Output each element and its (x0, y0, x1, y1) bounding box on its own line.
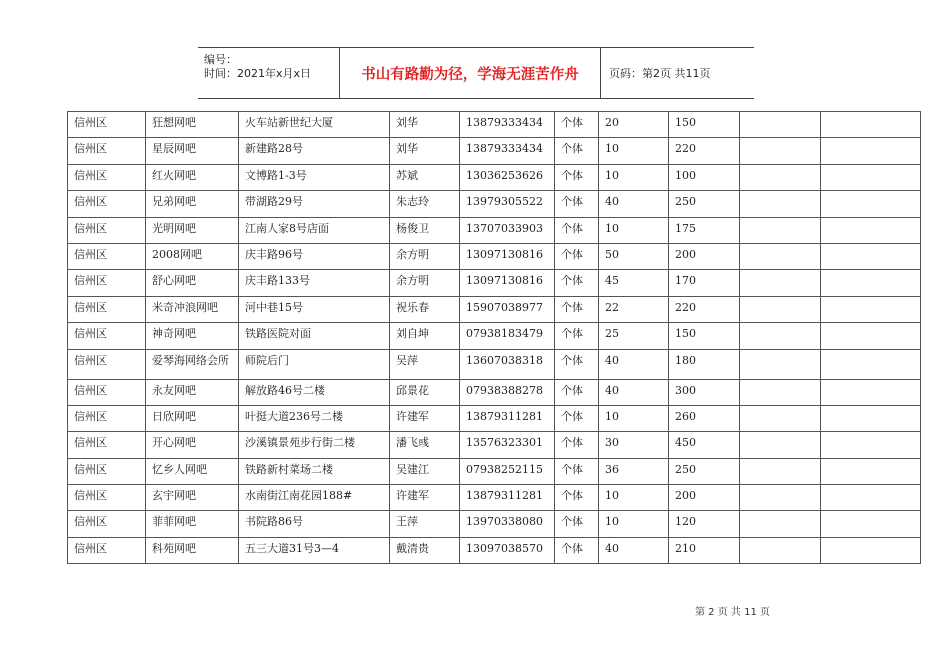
table-row (68, 296, 921, 322)
cell-address: 火车站新世纪大厦 (239, 112, 390, 138)
table-row (68, 379, 921, 405)
cell-district: 信州区 (68, 349, 146, 379)
cell-blank-2 (821, 270, 921, 296)
number-label: 编号： (204, 53, 237, 66)
cell-owner: 祝乐春 (390, 296, 460, 322)
cell-ownership-type: 个体 (555, 112, 599, 138)
cell-phone: 13607038318 (460, 349, 555, 379)
cell-ownership-type: 个体 (555, 458, 599, 484)
cell-ownership-type: 个体 (555, 349, 599, 379)
cell-blank-1 (740, 432, 821, 458)
cell-blank-2 (821, 191, 921, 217)
cell-phone: 13970338080 (460, 511, 555, 537)
cell-blank-2 (821, 537, 921, 563)
cell-blank-1 (740, 138, 821, 164)
cell-address: 庆丰路96号 (239, 243, 390, 269)
cell-phone: 07938183479 (460, 323, 555, 349)
cell-cafe-name: 忆乡人网吧 (146, 458, 239, 484)
cell-owner: 潘飞彧 (390, 432, 460, 458)
cell-blank-1 (740, 164, 821, 190)
cell-blank-2 (821, 458, 921, 484)
cell-blank-1 (740, 296, 821, 322)
cell-blank-2 (821, 164, 921, 190)
cell-blank-2 (821, 138, 921, 164)
cell-district: 信州区 (68, 270, 146, 296)
cell-owner: 戴清贵 (390, 537, 460, 563)
cell-blank-1 (740, 191, 821, 217)
cell-ownership-type: 个体 (555, 296, 599, 322)
cell-terminals: 10 (599, 217, 669, 243)
cell-area: 300 (669, 379, 740, 405)
cell-address: 新建路28号 (239, 138, 390, 164)
table-row (68, 511, 921, 537)
cell-blank-2 (821, 349, 921, 379)
cell-owner: 许建军 (390, 485, 460, 511)
cell-terminals: 45 (599, 270, 669, 296)
cell-blank-2 (821, 243, 921, 269)
cell-area: 150 (669, 323, 740, 349)
cell-ownership-type: 个体 (555, 537, 599, 563)
cell-ownership-type: 个体 (555, 485, 599, 511)
cell-ownership-type: 个体 (555, 217, 599, 243)
table-row (68, 349, 921, 379)
cell-area: 220 (669, 138, 740, 164)
header-meta (198, 48, 340, 98)
cell-terminals: 20 (599, 112, 669, 138)
cell-cafe-name: 神奇网吧 (146, 323, 239, 349)
cell-cafe-name: 兄弟网吧 (146, 191, 239, 217)
cell-address: 水南街江南花园188# (239, 485, 390, 511)
table-row (68, 270, 921, 296)
cell-owner: 杨俊卫 (390, 217, 460, 243)
cell-blank-1 (740, 349, 821, 379)
table-row (68, 112, 921, 138)
cell-address: 叶挺大道236号二楼 (239, 405, 390, 431)
cell-address: 庆丰路133号 (239, 270, 390, 296)
cell-blank-1 (740, 511, 821, 537)
cell-cafe-name: 舒心网吧 (146, 270, 239, 296)
cell-district: 信州区 (68, 243, 146, 269)
slogan: 书山有路勤为径，学海无涯苦作舟 (340, 48, 601, 98)
table-row (68, 432, 921, 458)
cell-area: 200 (669, 485, 740, 511)
cell-cafe-name: 红火网吧 (146, 164, 239, 190)
page-indicator: 页码：第2页 共11页 (609, 67, 711, 80)
cell-cafe-name: 2008网吧 (146, 243, 239, 269)
cell-terminals: 10 (599, 511, 669, 537)
cell-blank-2 (821, 485, 921, 511)
cell-owner: 余方明 (390, 270, 460, 296)
cell-blank-1 (740, 379, 821, 405)
cell-owner: 王萍 (390, 511, 460, 537)
cell-phone: 13879333434 (460, 138, 555, 164)
table-row (68, 537, 921, 563)
cell-phone: 13097038570 (460, 537, 555, 563)
cell-phone: 07938252115 (460, 458, 555, 484)
cell-ownership-type: 个体 (555, 379, 599, 405)
cell-owner: 刘自坤 (390, 323, 460, 349)
cell-district: 信州区 (68, 432, 146, 458)
cell-terminals: 10 (599, 485, 669, 511)
cell-cafe-name: 日欣网吧 (146, 405, 239, 431)
cell-owner: 吴建江 (390, 458, 460, 484)
cell-phone: 13979305522 (460, 191, 555, 217)
cell-terminals: 22 (599, 296, 669, 322)
cell-cafe-name: 爱琴海网络会所 (146, 349, 239, 379)
table-row (68, 323, 921, 349)
cell-owner: 苏斌 (390, 164, 460, 190)
cell-address: 江南人家8号店面 (239, 217, 390, 243)
cell-blank-2 (821, 217, 921, 243)
cell-area: 120 (669, 511, 740, 537)
cell-ownership-type: 个体 (555, 270, 599, 296)
cell-blank-1 (740, 323, 821, 349)
cell-terminals: 30 (599, 432, 669, 458)
cell-area: 450 (669, 432, 740, 458)
cell-phone: 13707033903 (460, 217, 555, 243)
cell-ownership-type: 个体 (555, 323, 599, 349)
cell-district: 信州区 (68, 405, 146, 431)
cell-blank-2 (821, 323, 921, 349)
cell-terminals: 25 (599, 323, 669, 349)
cell-area: 170 (669, 270, 740, 296)
cell-district: 信州区 (68, 217, 146, 243)
table-row (68, 164, 921, 190)
table-row (68, 191, 921, 217)
cell-blank-2 (821, 296, 921, 322)
cell-blank-1 (740, 537, 821, 563)
cell-phone: 13036253626 (460, 164, 555, 190)
cell-terminals: 10 (599, 164, 669, 190)
cell-owner: 吴萍 (390, 349, 460, 379)
cell-phone: 13097130816 (460, 243, 555, 269)
cell-cafe-name: 狂想网吧 (146, 112, 239, 138)
cell-address: 铁路新村菜场二楼 (239, 458, 390, 484)
cell-phone: 15907038977 (460, 296, 555, 322)
cell-district: 信州区 (68, 138, 146, 164)
cell-district: 信州区 (68, 191, 146, 217)
cell-blank-1 (740, 270, 821, 296)
cell-phone: 13097130816 (460, 270, 555, 296)
cell-terminals: 10 (599, 138, 669, 164)
cell-ownership-type: 个体 (555, 164, 599, 190)
cell-cafe-name: 开心网吧 (146, 432, 239, 458)
cell-district: 信州区 (68, 323, 146, 349)
cell-cafe-name: 米奇冲浪网吧 (146, 296, 239, 322)
internet-cafe-table (67, 111, 921, 564)
cell-area: 260 (669, 405, 740, 431)
cell-area: 210 (669, 537, 740, 563)
cell-blank-1 (740, 458, 821, 484)
cell-address: 文博路1-3号 (239, 164, 390, 190)
cell-blank-1 (740, 405, 821, 431)
cell-address: 带湖路29号 (239, 191, 390, 217)
cell-address: 书院路86号 (239, 511, 390, 537)
time-label: 时间：2021年x月x日 (204, 67, 312, 80)
cell-blank-2 (821, 112, 921, 138)
cell-owner: 朱志玲 (390, 191, 460, 217)
cell-terminals: 40 (599, 349, 669, 379)
cell-address: 师院后门 (239, 349, 390, 379)
cell-blank-2 (821, 405, 921, 431)
cell-blank-2 (821, 379, 921, 405)
cell-district: 信州区 (68, 458, 146, 484)
page-header (198, 47, 754, 99)
cell-blank-1 (740, 243, 821, 269)
table-row (68, 485, 921, 511)
cell-area: 250 (669, 458, 740, 484)
cell-district: 信州区 (68, 485, 146, 511)
cell-cafe-name: 玄宇网吧 (146, 485, 239, 511)
table-row (68, 138, 921, 164)
cell-district: 信州区 (68, 164, 146, 190)
cell-ownership-type: 个体 (555, 138, 599, 164)
cell-cafe-name: 菲菲网吧 (146, 511, 239, 537)
cell-blank-2 (821, 432, 921, 458)
table-row (68, 243, 921, 269)
cell-phone: 13879311281 (460, 405, 555, 431)
cell-area: 200 (669, 243, 740, 269)
cell-terminals: 50 (599, 243, 669, 269)
table-row (68, 458, 921, 484)
cell-blank-1 (740, 485, 821, 511)
cell-blank-1 (740, 217, 821, 243)
cell-blank-1 (740, 112, 821, 138)
cell-address: 解放路46号二楼 (239, 379, 390, 405)
cell-terminals: 10 (599, 405, 669, 431)
cell-cafe-name: 光明网吧 (146, 217, 239, 243)
cell-owner: 刘华 (390, 112, 460, 138)
cell-address: 铁路医院对面 (239, 323, 390, 349)
cell-cafe-name: 科苑网吧 (146, 537, 239, 563)
cell-district: 信州区 (68, 537, 146, 563)
cell-address: 五三大道31号3—4 (239, 537, 390, 563)
cell-area: 180 (669, 349, 740, 379)
cell-phone: 13576323301 (460, 432, 555, 458)
cell-district: 信州区 (68, 511, 146, 537)
table-row (68, 217, 921, 243)
cell-district: 信州区 (68, 379, 146, 405)
table-row (68, 405, 921, 431)
cell-area: 220 (669, 296, 740, 322)
page-footer: 第 2 页 共 11 页 (695, 607, 770, 618)
cell-ownership-type: 个体 (555, 511, 599, 537)
cell-address: 河中巷15号 (239, 296, 390, 322)
cell-owner: 邱景花 (390, 379, 460, 405)
cell-terminals: 36 (599, 458, 669, 484)
cell-blank-2 (821, 511, 921, 537)
cell-owner: 许建军 (390, 405, 460, 431)
cell-cafe-name: 星辰网吧 (146, 138, 239, 164)
cell-phone: 13879333434 (460, 112, 555, 138)
cell-ownership-type: 个体 (555, 243, 599, 269)
cell-ownership-type: 个体 (555, 432, 599, 458)
cell-terminals: 40 (599, 379, 669, 405)
cell-district: 信州区 (68, 296, 146, 322)
cell-owner: 余方明 (390, 243, 460, 269)
cell-area: 175 (669, 217, 740, 243)
cell-phone: 07938388278 (460, 379, 555, 405)
cell-terminals: 40 (599, 191, 669, 217)
cell-ownership-type: 个体 (555, 191, 599, 217)
cell-owner: 刘华 (390, 138, 460, 164)
cell-area: 100 (669, 164, 740, 190)
cell-area: 150 (669, 112, 740, 138)
cell-ownership-type: 个体 (555, 405, 599, 431)
cell-area: 250 (669, 191, 740, 217)
cell-phone: 13879311281 (460, 485, 555, 511)
cell-address: 沙溪镇景苑步行街二楼 (239, 432, 390, 458)
cell-terminals: 40 (599, 537, 669, 563)
cell-district: 信州区 (68, 112, 146, 138)
cell-cafe-name: 永友网吧 (146, 379, 239, 405)
